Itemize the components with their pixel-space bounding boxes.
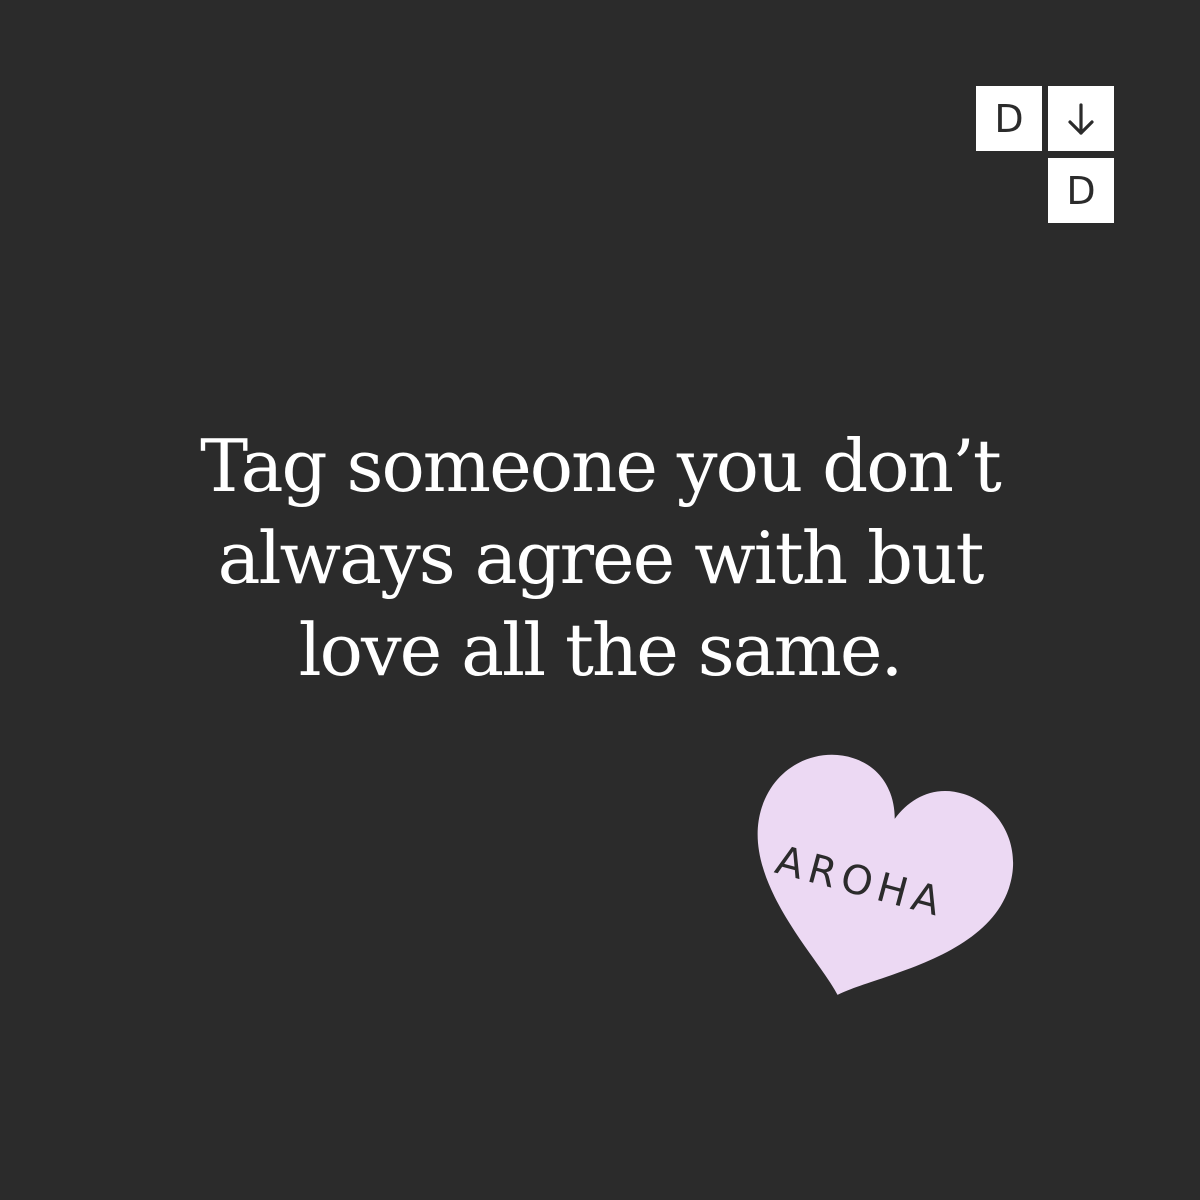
logo-letter-d-top — [976, 86, 1042, 151]
headline-line-3: love all the same. — [298, 608, 902, 692]
headline-line-2: always agree with but — [217, 516, 983, 600]
headline-line-1: Tag someone you don’t — [200, 424, 1000, 508]
heart-label: AROHA — [770, 837, 951, 927]
logo-letter-bottom-text: D — [1066, 168, 1096, 213]
logo-letter-top-text: D — [994, 96, 1024, 141]
brand-logo — [976, 86, 1116, 223]
down-arrow-icon — [1048, 86, 1114, 151]
heart-icon — [720, 745, 1020, 1035]
headline-text — [100, 420, 1100, 696]
logo-letter-d-bottom — [1048, 158, 1114, 223]
